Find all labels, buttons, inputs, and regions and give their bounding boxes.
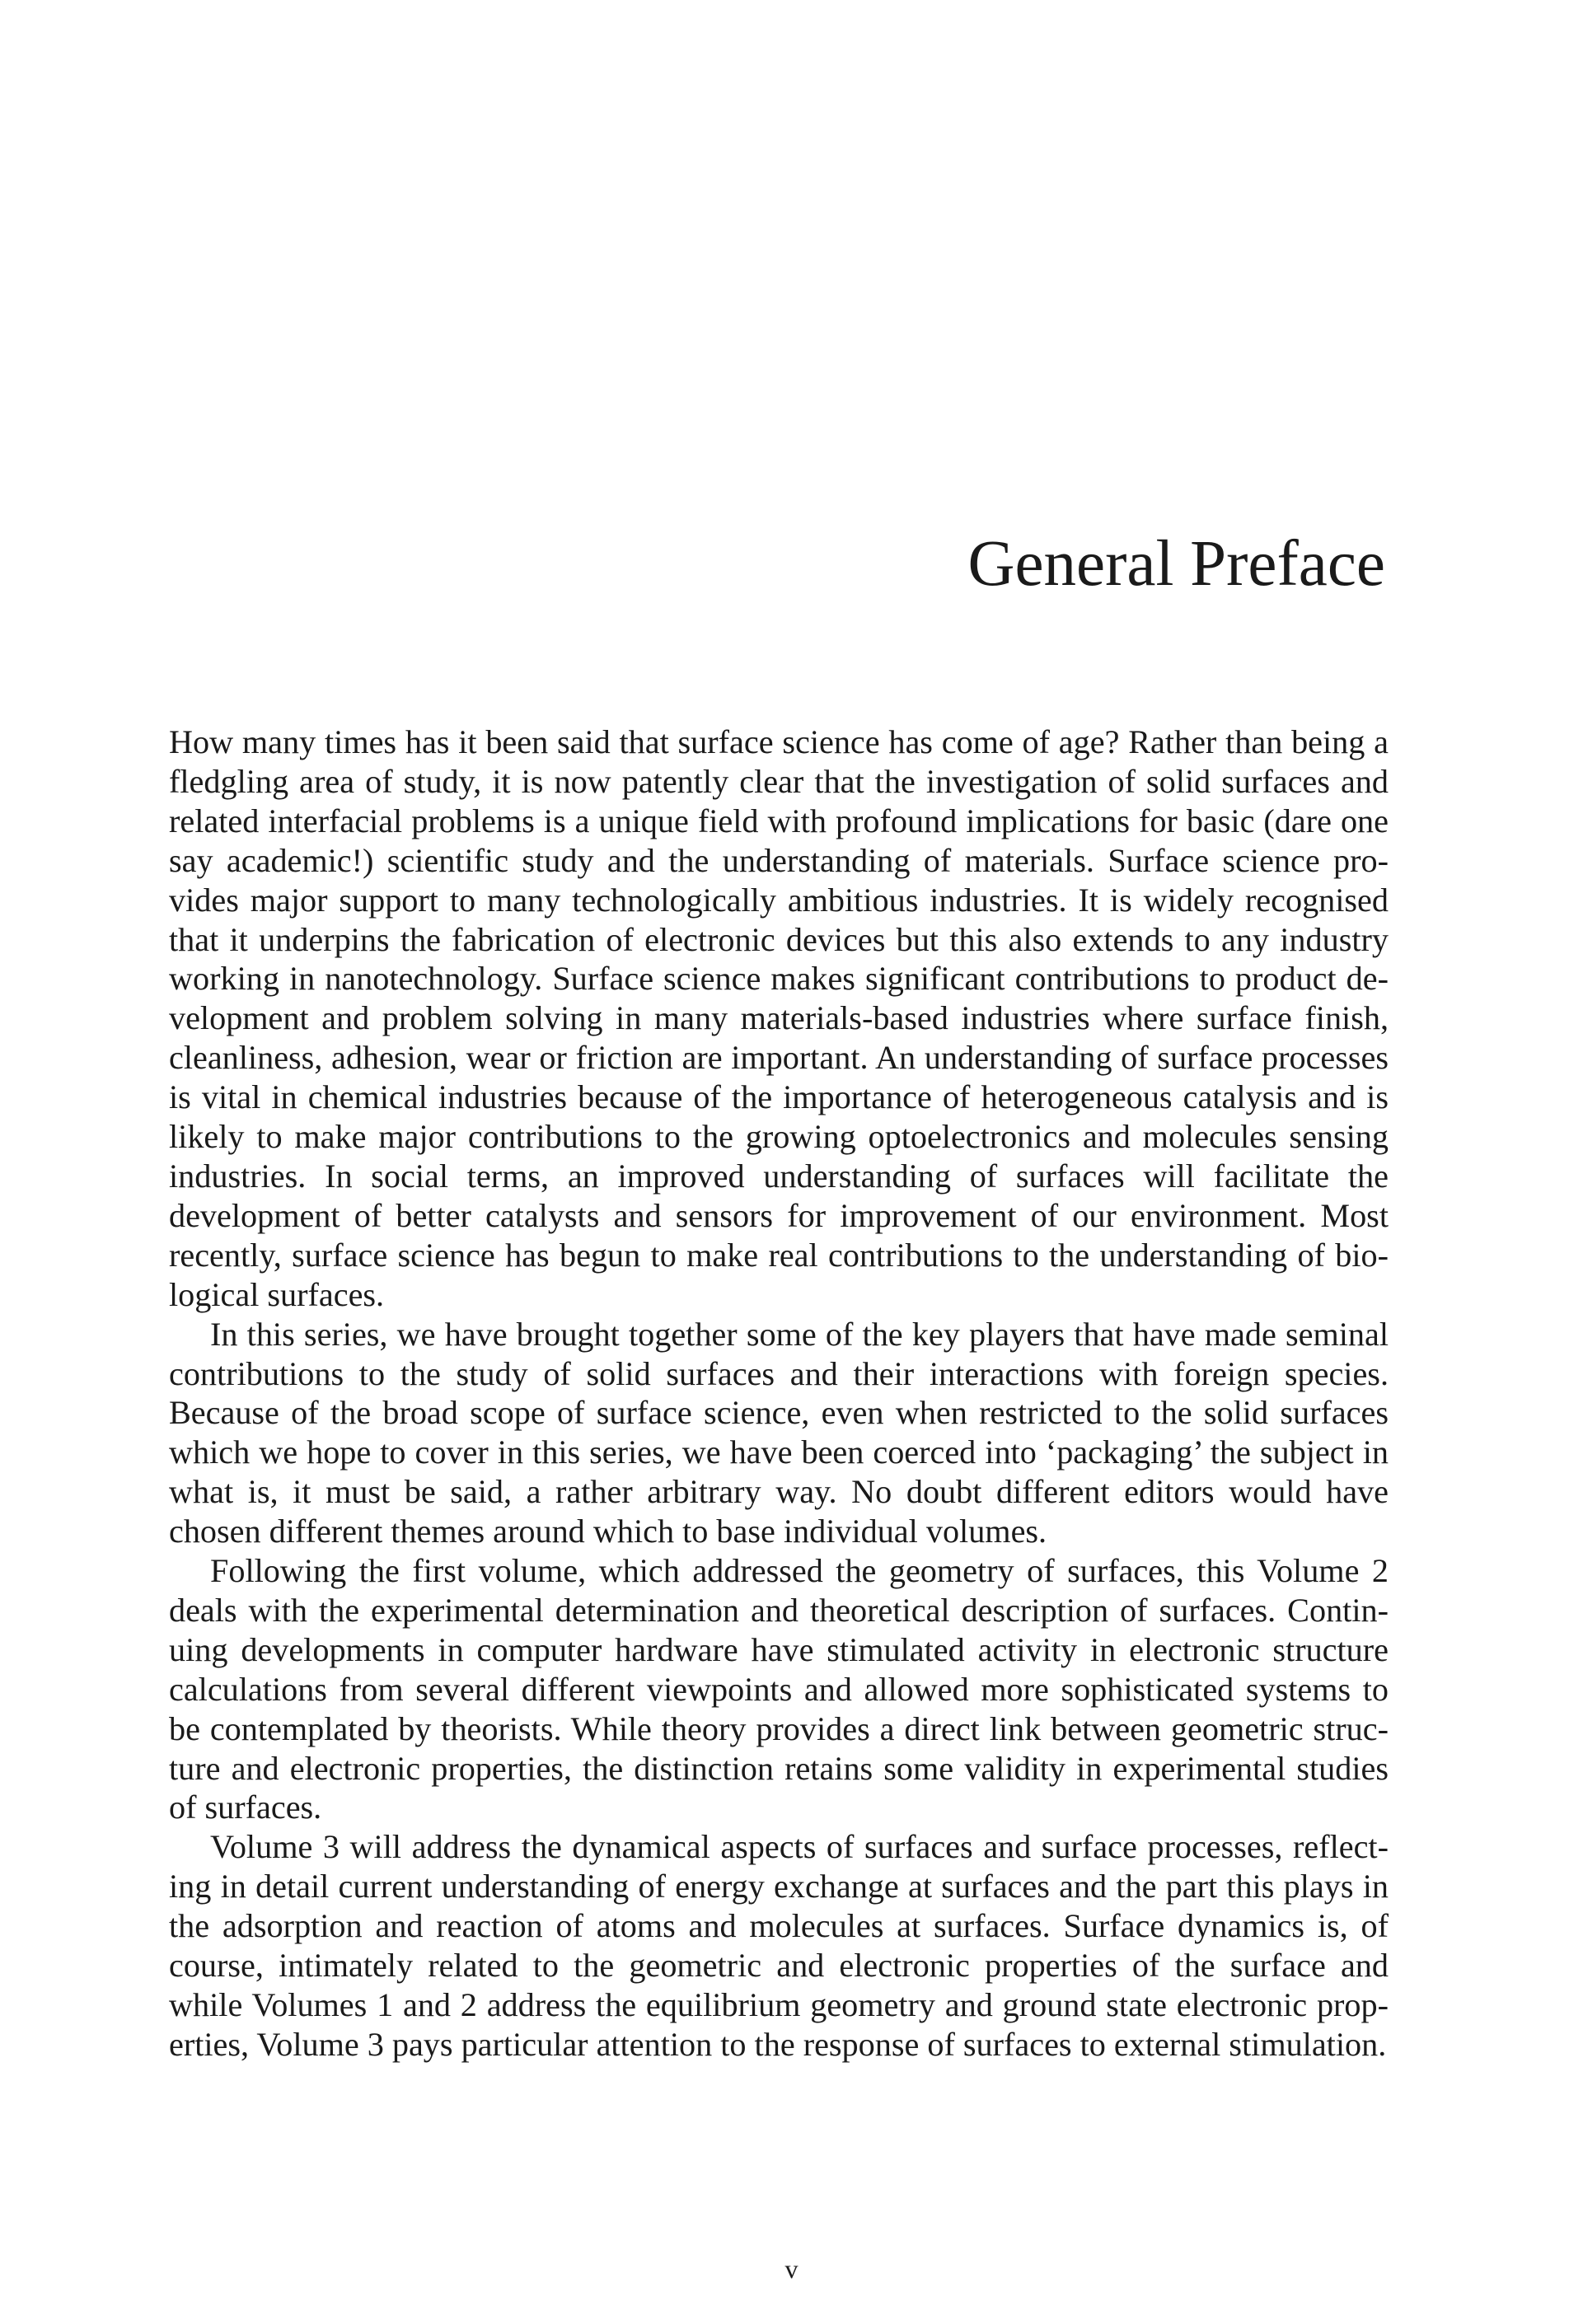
paragraph: Volume 3 will address the dynamical aspects of surfaces and surface processes, reflecting in detail current understanding of energy exchange at surfaces and the part this plays in the adsorption and reaction of atoms and molecules at surfaces. Surface dynamics is, of course, intimately related to the geometric and electronic properties of the surface and while Volumes 1 and 2 address the equilibrium geometry and ground state electronic properties, Volume 3 pays particular attention to the response of surfaces to external stimulation. [169,1828,1389,2063]
page-title: General Preface [967,528,1385,600]
page-number: v [784,2254,799,2284]
paragraph: Following the first volume, which addressed the geometry of surfaces, this Volume 2 deals with the experimental determination and theoretical description of surfaces. Continuing developments in computer hardware have stimulated activity in electronic structure calculations from several different viewpoints and allowed more sophisticated systems to be contemplated by theorists. While theory provides a direct link between geometric structure and electronic properties, the distinction retains some validity in experimental studies of surfaces. [169,1552,1389,1826]
paragraph: How many times has it been said that surface science has come of age? Rather than being a fledgling area of study, it is now patently clear that the investigation of solid surfaces and related interfacial problems is a unique field with profound implications for basic (dare one say academic!) scientific study and the understanding of materials. Surface science provides major support to many technologically ambitious industries. It is widely recognised that it underpins the fabrication of electronic devices but this also extends to any industry working in nanotechnology. Surface science makes significant contributions to product development and problem solving in many materials-based industries where surface finish, cleanliness, adhesion, wear or friction are important. An understanding of surface processes is vital in chemical industries because of the importance of heterogeneous catalysis and is likely to make major contributions to the growing optoelectronics and molecules sensing industries. In social terms, an improved understanding of surfaces will facilitate the development of better catalysts and sensors for improvement of our environment. Most recently, surface science has begun to make real contributions to the understanding of biological surfaces. [169,723,1389,1313]
body-text [169,722,1389,2064]
paragraph: In this series, we have brought together some of the key players that have made seminal contributions to the study of solid surfaces and their interactions with foreign species. Because of the broad scope of surface science, even when restricted to the solid surfaces which we hope to cover in this series, we have been coerced into ‘packaging’ the subject in what is, it must be said, a rather arbitrary way. No doubt different editors would have chosen different themes around which to base individual volumes. [169,1315,1389,1550]
